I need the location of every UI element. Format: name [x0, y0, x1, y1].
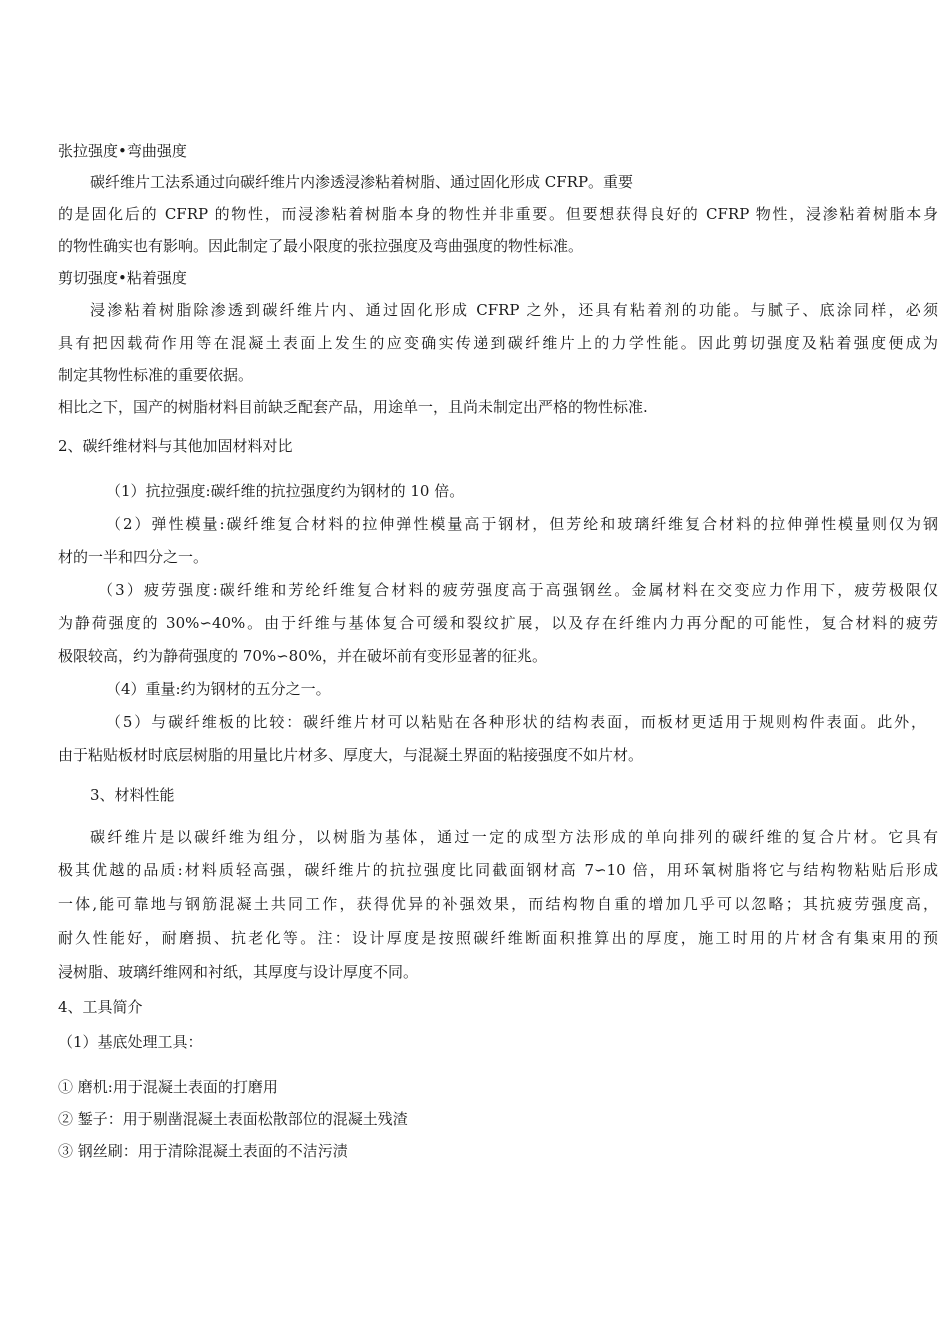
paragraph-line: 浸树脂、玻璃纤维网和衬纸，其厚度与设计厚度不同。: [58, 963, 419, 981]
paragraph-line: 的是固化后的 CFRP 的物性，而浸渗粘着树脂本身的物性并非重要。但要想获得良好的 CFRP 物性，浸渗粘着树脂本身: [58, 205, 938, 223]
paragraph-line: 材的一半和四分之一。: [58, 548, 209, 566]
paragraph-line: 碳纤维片是以碳纤维为组分，以树脂为基体，通过一定的成型方法形成的单向排列的碳纤维的复合片材。它具有: [90, 828, 938, 846]
paragraph-line: 为静荷强度的 30%∽40%。由于纤维与基体复合可缓和裂纹扩展，以及存在纤维内力再分配的可能性，复合材料的疲劳: [58, 614, 938, 632]
tool-list-item: ③ 钢丝刷：用于清除混凝土表面的不洁污渍: [58, 1142, 348, 1160]
paragraph-line: 相比之下，国产的树脂材料目前缺乏配套产品，用途单一，且尚未制定出严格的物性标准.: [58, 398, 648, 416]
paragraph-line: 浸渗粘着树脂除渗透到碳纤维片内、通过固化形成 CFRP 之外，还具有粘着剂的功能。与腻子、底涂同样，必须: [90, 301, 938, 319]
paragraph-line: 由于粘贴板材时底层树脂的用量比片材多、厚度大，与混凝土界面的粘接强度不如片材。: [58, 746, 644, 764]
heading-tensile-bending-strength: 张拉强度•弯曲强度: [58, 142, 187, 160]
paragraph-line: 碳纤维片工法系通过向碳纤维片内渗透浸渗粘着树脂、通过固化形成 CFRP。重要: [90, 173, 634, 191]
heading-shear-adhesion-strength: 剪切强度•粘着强度: [58, 269, 187, 287]
paragraph-line: 的物性确实也有影响。因此制定了最小限度的张拉强度及弯曲强度的物性标准。: [58, 237, 584, 255]
section-heading-2: 2、碳纤维材料与其他加固材料对比: [58, 437, 293, 455]
paragraph-line: 一体,能可靠地与钢筋混凝土共同工作，获得优异的补强效果，而结构物自重的增加几乎可以忽略；其抗疲劳强度高，: [58, 895, 938, 913]
list-item: （3）疲劳强度:碳纤维和芳纶纤维复合材料的疲劳强度高于高强钢丝。金属材料在交变应力作用下，疲劳极限仅: [98, 581, 938, 599]
subheading: （1）基底处理工具：: [58, 1033, 203, 1051]
paragraph-line: 极其优越的品质:材料质轻高强，碳纤维片的抗拉强度比同截面钢材高 7∽10 倍，用环氧树脂将它与结构物粘贴后形成: [58, 861, 938, 879]
list-item: （2）弹性模量:碳纤维复合材料的拉伸弹性模量高于钢材，但芳纶和玻璃纤维复合材料的拉伸弹性模量则仅为钢: [106, 515, 938, 533]
paragraph-line: 制定其物性标准的重要依据。: [58, 366, 254, 384]
tool-list-item: ② 錾子：用于剔凿混凝土表面松散部位的混凝土残渣: [58, 1110, 408, 1128]
list-item: （5）与碳纤维板的比较：碳纤维片材可以粘贴在各种形状的结构表面，而板材更适用于规则构件表面。此外，: [106, 713, 926, 731]
section-heading-3: 3、材料性能: [90, 786, 175, 804]
paragraph-line: 极限较高，约为静荷强度的 70%∽80%，并在破坏前有变形显著的征兆。: [58, 647, 548, 665]
paragraph-line: 耐久性能好，耐磨损、抗老化等。注：设计厚度是按照碳纤维断面积推算出的厚度，施工时用的片材含有集束用的预: [58, 929, 938, 947]
list-item: （1）抗拉强度:碳纤维的抗拉强度约为钢材的 10 倍。: [106, 482, 465, 500]
paragraph-line: 具有把因载荷作用等在混凝土表面上发生的应变确实传递到碳纤维片上的力学性能。因此剪切强度及粘着强度便成为: [58, 334, 938, 352]
tool-list-item: ① 磨机:用于混凝土表面的打磨用: [58, 1078, 278, 1096]
section-heading-4: 4、工具简介: [58, 998, 143, 1016]
list-item: （4）重量:约为钢材的五分之一。: [106, 680, 331, 698]
